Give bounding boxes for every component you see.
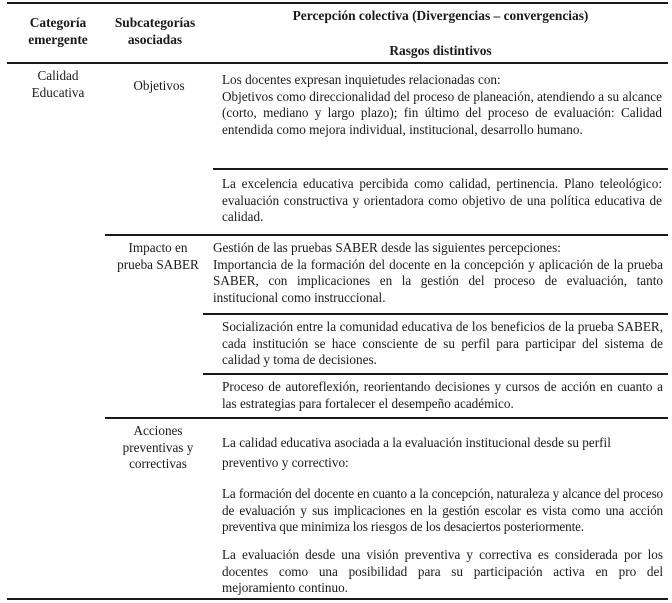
subcategory-objetivos <box>110 78 208 95</box>
row-divider <box>203 373 668 375</box>
subcategory-line: Objetivos <box>133 78 185 93</box>
category-line: Calidad <box>37 68 79 83</box>
trait-text: Importancia de la formación del docente en la concepción y aplicación de la prueba SABER, con implicaciones en la gestión del proceso de evaluación, tanto institucional como instruccional. <box>213 256 663 305</box>
trait-cell <box>222 72 662 138</box>
category-calidad-educativa <box>10 68 106 101</box>
category-line: Educativa <box>31 84 85 100</box>
header-categoria <box>10 14 106 48</box>
subcategory-line: correctivas <box>129 456 187 471</box>
header-subcategorias <box>105 14 205 48</box>
trait-cell: La excelencia educativa percibida como calidad, pertinencia. Plano teleológico: evaluación constructiva y orientadora como objetivo de una política educativa de calidad. <box>222 176 662 224</box>
header-rasgos-distintivos: Rasgos distintivos <box>389 43 492 58</box>
trait-cell: La formación del docente en cuanto a la concepción, naturaleza y alcance del proceso de evaluación y sus implicaciones en la gestión escolar es vista como una acción preventiva que minimiza los riesgos de los desaciertos posteriormente. <box>222 486 663 534</box>
subcategory-acciones-preventivas-correctivas <box>105 423 211 473</box>
subcategory-line: prueba SABER <box>117 256 199 272</box>
subcategory-line: Impacto en <box>128 240 188 255</box>
trait-intro: Los docentes expresan inquietudes relacionadas con: <box>222 72 501 87</box>
subcategory-line: Acciones <box>133 423 183 438</box>
trait-cell: Socialización entre la comunidad educativa de los beneficios de la prueba SABER, cada institución se hace consciente de su perfil para participar del sistema de calidad y toma de decisiones. <box>222 319 663 367</box>
top-rule <box>7 2 668 4</box>
header-percepcion-colectiva: Percepción colectiva (Divergencias – convergencias) <box>292 8 589 23</box>
group-divider <box>105 417 668 419</box>
subcategory-impacto-prueba-saber <box>105 240 211 273</box>
header-line: Subcategorías <box>114 15 196 30</box>
trait-intro: Gestión de las pruebas SABER desde las siguientes percepciones: <box>213 240 561 255</box>
header-line: emergente <box>28 32 88 47</box>
header-line: asociadas <box>127 32 183 47</box>
header-line: Categoría <box>29 15 87 30</box>
trait-cell: Proceso de autoreflexión, reorientando decisiones y cursos de acción en cuanto a las estrategias para fortalecer el desempeño académico. <box>222 379 663 411</box>
row-divider <box>203 313 668 315</box>
trait-text: Objetivos como direccionalidad del proceso de planeación, atendiendo a su alcance (corto, mediano y largo plazo); fin último del proceso de evaluación: Calidad entendida como mejora individual, institucional, desarrollo humano. <box>222 88 662 137</box>
trait-cell: La evaluación desde una visión preventiva y correctiva es considerada por los docentes como una posibilidad para su participación activa en pro del mejoramiento continuo. <box>222 547 663 595</box>
trait-cell <box>213 240 663 306</box>
row-divider <box>213 168 668 170</box>
trait-cell: La calidad educativa asociada a la evaluación institucional desde su perfil preventivo y correctivo: <box>222 435 611 470</box>
group-divider <box>105 234 668 236</box>
subcategory-line: preventivas y <box>122 439 194 455</box>
header-bottom-rule <box>7 62 668 64</box>
bottom-rule <box>7 598 668 600</box>
